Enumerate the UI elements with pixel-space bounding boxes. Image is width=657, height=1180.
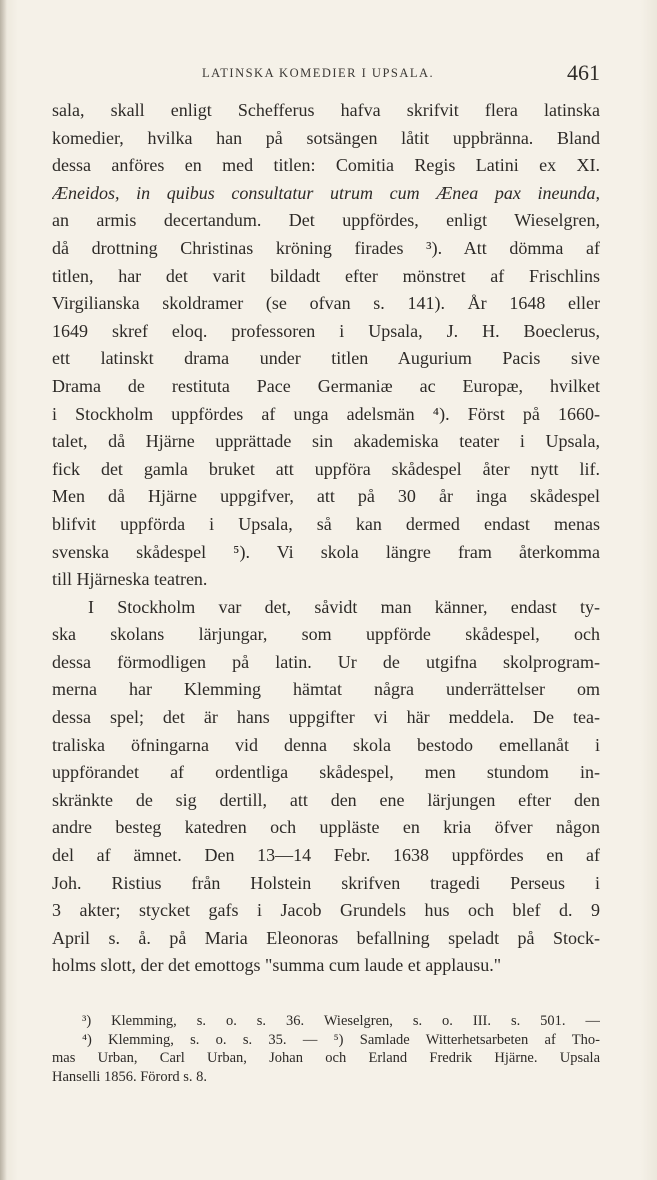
text-line: dessa anföres en med titlen: Comitia Regis Latini ex XI. [52,155,600,176]
text-line: talet, då Hjärne upprättade sin akademiska teater i Upsala, [52,431,600,452]
text-line: svenska skådespel ⁵). Vi skola längre fram återkomma [52,541,600,562]
page-spine-shadow [0,0,7,1180]
text-line: merna har Klemming hämtat några underrättelser om [52,679,600,700]
text-line: traliska öfningarna vid denna skola bestodo emellanåt i [52,734,600,755]
footnote-line: mas Urban, Carl Urban, Johan och Erland Fredrik Hjärne. Upsala [52,1050,600,1066]
footnote-line: Hanselli 1856. Förord s. 8. [52,1068,208,1085]
text-line: Joh. Ristius från Holstein skrifven tragedi Perseus i [52,872,600,893]
text-line: dessa förmodligen på latin. Ur de utgifna skolprogram- [52,651,600,672]
text-line: Drama de restituta Pace Germaniæ ac Europæ, hvilket [52,375,600,396]
footnotes [52,1012,600,1086]
text-line: Æneidos, in quibus consultatur utrum cum Ænea pax ineunda, [52,182,600,203]
text-line-paragraph-start: I Stockholm var det, såvidt man känner, endast ty- [88,596,600,617]
text-line: fick det gamla bruket att uppföra skådespel åter nytt lif. [52,458,600,479]
text-line: blifvit uppförda i Upsala, så kan dermed endast menas [52,513,600,534]
text-line: 3 akter; stycket gafs i Jacob Grundels hus och blef d. 9 [52,900,600,921]
text-line: sala, skall enligt Schefferus hafva skrifvit flera latinska [52,100,600,120]
text-line: dessa spel; det är hans uppgifter vi här meddela. De tea- [52,707,600,728]
running-head: LATINSKA KOMEDIER I UPSALA. [202,66,435,80]
text-line: andre besteg katedren och uppläste en kria öfver någon [52,817,600,838]
text-line: April s. å. på Maria Eleonoras befallning speladt på Stock- [52,927,600,948]
text-line: skränkte de sig dertill, att den ene lärjungen efter den [52,789,600,810]
text-line: an armis decertandum. Det uppfördes, enligt Wieselgren, [52,210,600,231]
body-text [52,97,600,980]
text-line: till Hjärneska teatren. [52,569,208,590]
text-line: Men då Hjärne uppgifver, att på 30 år inga skådespel [52,486,600,507]
footnote-line: ³) Klemming, s. o. s. 36. Wieselgren, s. o. III. s. 501. — [82,1013,600,1029]
page-header [52,60,600,88]
text-line: Virgilianska skoldramer (se ofvan s. 141). År 1648 eller [52,293,600,314]
text-line: del af ämnet. Den 13—14 Febr. 1638 uppfördes en af [52,845,600,866]
text-line: komedier, hvilka han på sotsängen låtit uppbränna. Bland [52,127,600,148]
text-line: ska skolans lärjungar, som uppförde skådespel, och [52,624,600,645]
text-line: 1649 skref eloq. professoren i Upsala, J. H. Boeclerus, [52,320,600,341]
text-line: i Stockholm uppfördes af unga adelsmän ⁴). Först på 1660- [52,403,600,424]
text-line: ett latinskt drama under titlen Augurium Pacis sive [52,348,600,369]
footnote-line: ⁴) Klemming, s. o. s. 35. — ⁵) Samlade Witterhetsarbeten af Tho- [82,1031,600,1048]
text-line: titlen, har det varit bildadt efter mönstret af Frischlins [52,265,600,286]
text-line: då drottning Christinas kröning firades ³). Att dömma af [52,237,600,258]
page-number: 461 [567,60,600,85]
text-line: holms slott, der det emottogs "summa cum laude et applausu." [52,955,502,976]
text-line: uppförandet af ordentliga skådespel, men stundom in- [52,762,600,783]
